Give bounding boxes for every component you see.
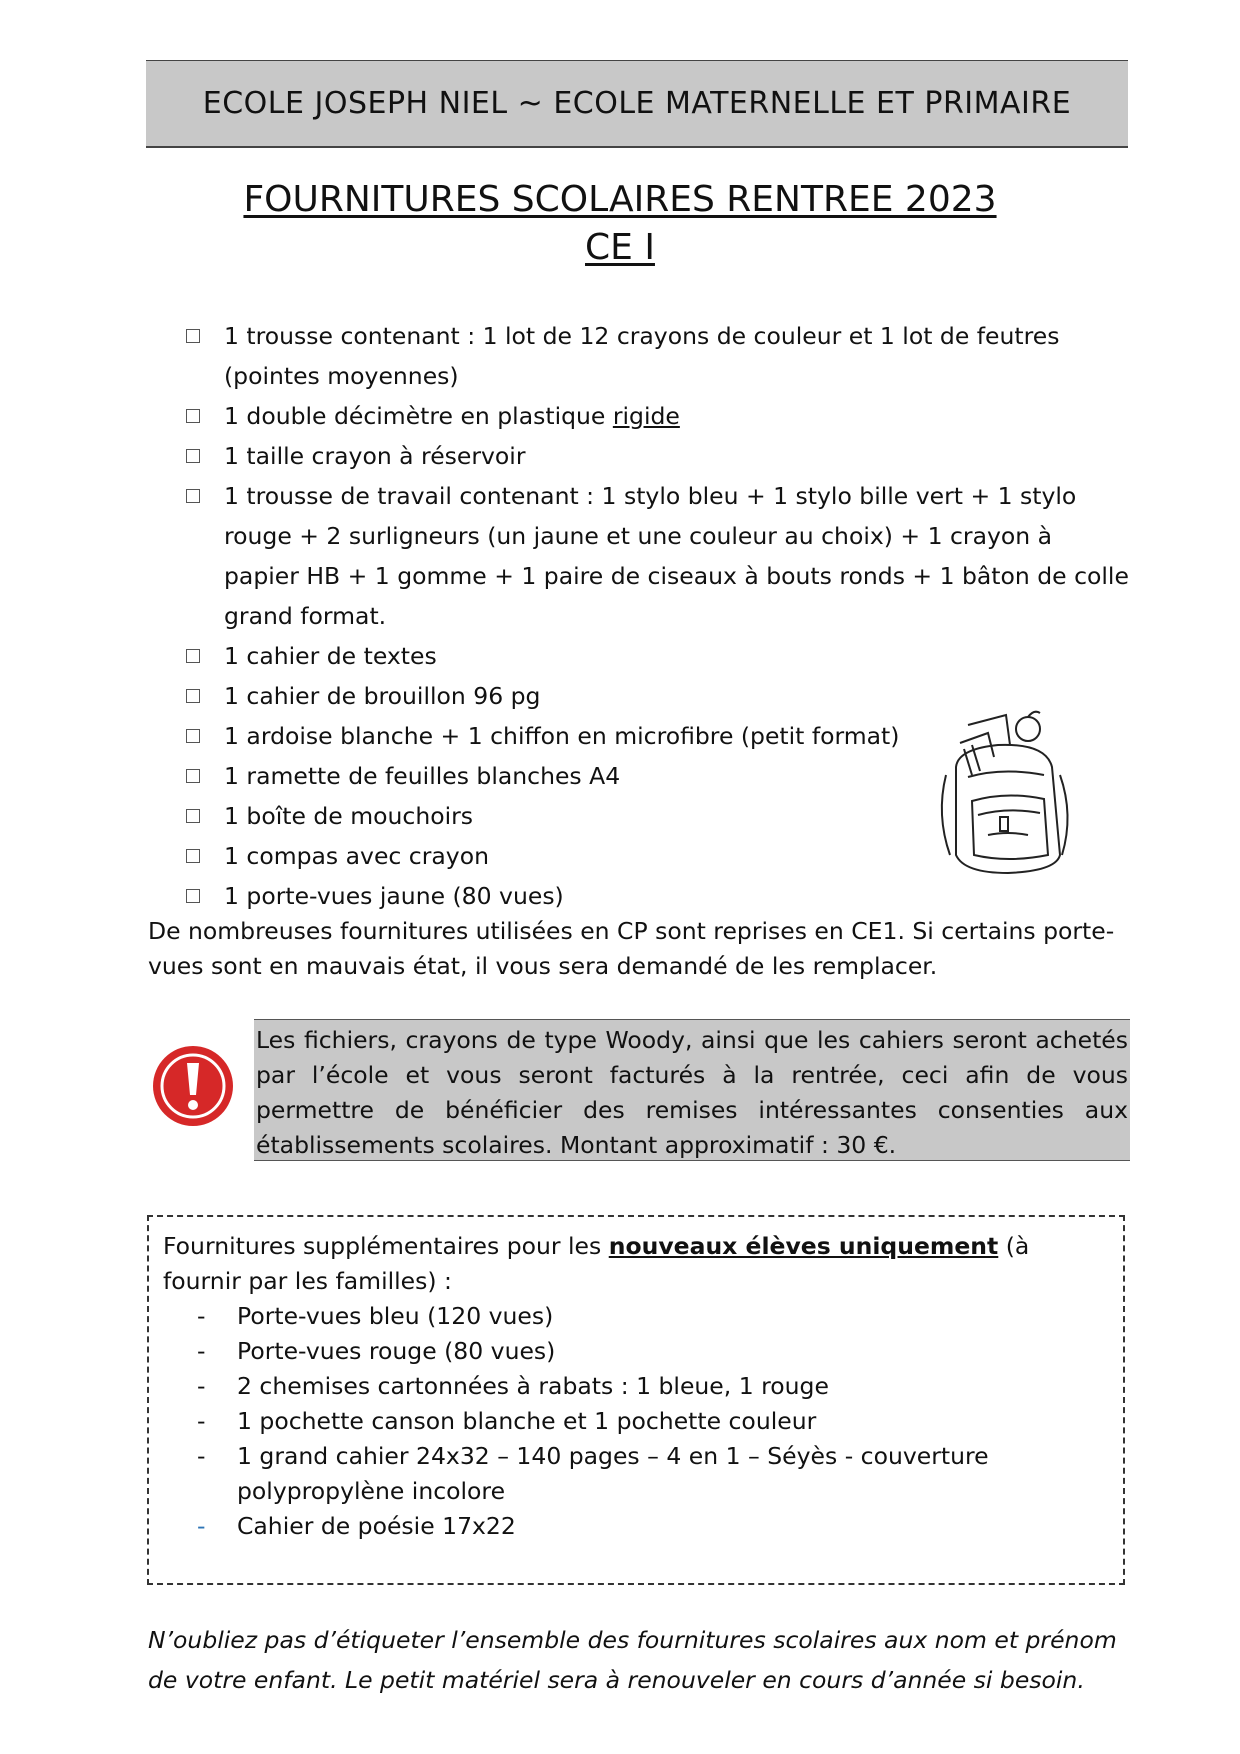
checklist-item: 1 compas avec crayon [186,836,1131,876]
list-item: - 1 grand cahier 24x32 – 140 pages – 4 en 1 – Séyès - couverture polypropylène incolore [197,1442,989,1505]
purchase-info-box: Les fichiers, crayons de type Woody, ainsi que les cahiers seront achetés par l’école et vous seront facturés à la rentrée, ceci afin de vous permettre de bénéficier des remises intéressantes consenties aux établissements scolaires. Montant approximatif : 30 €. [254,1019,1130,1161]
document-title: FOURNITURES SCOLAIRES RENTREE 2023 [243,179,997,220]
checklist-item: 1 trousse contenant : 1 lot de 12 crayons de couleur et 1 lot de feutres (pointes moyennes) [186,316,1131,396]
list-item: - Cahier de poésie 17x22 [197,1512,516,1540]
checkbox-icon[interactable] [186,769,200,783]
list-item: - 1 pochette canson blanche et 1 pochette couleur [197,1407,817,1435]
list-item: - Porte-vues bleu (120 vues) [197,1302,554,1330]
school-name: ECOLE JOSEPH NIEL ~ ECOLE MATERNELLE ET PRIMAIRE [202,86,1072,121]
checklist-item: 1 trousse de travail contenant : 1 stylo bleu + 1 stylo bille vert + 1 stylo rouge + 2 surligneurs (un jaune et une couleur au choix) + 1 crayon à papier HB + 1 gomme + 1 paire de ciseaux à bouts ronds + 1 bâton de colle grand format. [186,476,1131,636]
checkbox-icon[interactable] [186,409,200,423]
checkbox-icon[interactable] [186,689,200,703]
checklist-item: 1 porte-vues jaune (80 vues) [186,876,1131,916]
backpack-icon [928,705,1078,880]
checkbox-icon[interactable] [186,729,200,743]
checklist-item: 1 ramette de feuilles blanches A4 [186,756,1131,796]
note-paragraph: De nombreuses fournitures utilisées en CP sont reprises en CE1. Si certains porte-vues sont en mauvais état, il vous sera demandé de les remplacer. [148,917,1115,980]
new-students-supplies-box [147,1215,1125,1585]
exclamation-alert-icon [150,1043,236,1129]
list-item: - Porte-vues rouge (80 vues) [197,1337,556,1365]
school-header [146,60,1128,148]
checkbox-icon[interactable] [186,449,200,463]
checkbox-icon[interactable] [186,849,200,863]
extra-intro: Fournitures supplémentaires pour les nouveaux élèves uniquement (à fournir par les familles) : [163,1232,1030,1295]
checkbox-icon[interactable] [186,329,200,343]
checkbox-icon[interactable] [186,649,200,663]
checkbox-icon[interactable] [186,489,200,503]
labeling-reminder: N’oubliez pas d’étiqueter l’ensemble des fournitures scolaires aux nom et prénom de votre enfant. Le petit matériel sera à renouveler en cours d’année si besoin. [148,1626,1117,1694]
checklist-item: 1 cahier de textes [186,636,1131,676]
checklist-item: 1 taille crayon à réservoir [186,436,1131,476]
checklist-item: 1 cahier de brouillon 96 pg [186,676,1131,716]
checklist-item: 1 ardoise blanche + 1 chiffon en microfibre (petit format) [186,716,1131,756]
checklist-item: 1 boîte de mouchoirs [186,796,1131,836]
class-level-title: CE I [585,227,655,268]
checkbox-icon[interactable] [186,809,200,823]
list-item: - 2 chemises cartonnées à rabats : 1 bleue, 1 rouge [197,1372,829,1400]
checklist-item: 1 double décimètre en plastique rigide [186,396,1131,436]
checkbox-icon[interactable] [186,889,200,903]
extra-supplies-list [163,1299,1109,1544]
